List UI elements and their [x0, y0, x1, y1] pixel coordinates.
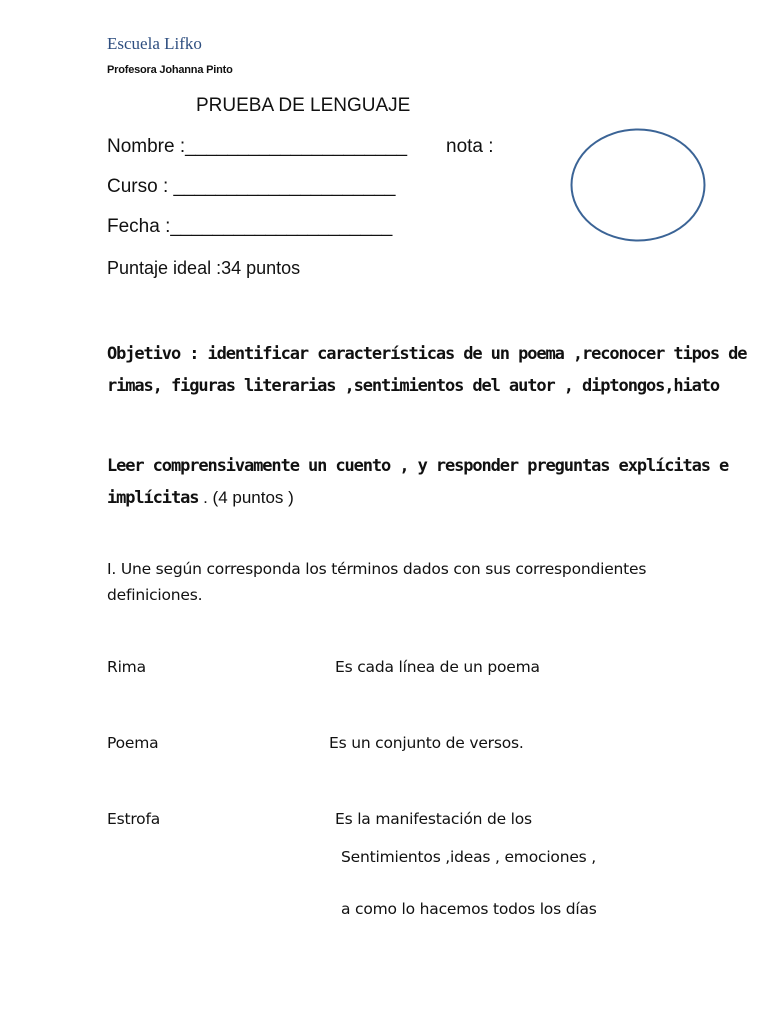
test-title: PRUEBA DE LENGUAJE [196, 95, 411, 116]
definition-2: Es un conjunto de versos. [329, 734, 524, 752]
definition-3-line-2: Sentimientos ,ideas , emociones , [341, 848, 596, 866]
section-instruction: I. Une según corresponda los términos dados con sus correspondientes definiciones. [107, 560, 647, 604]
grade-label: nota : [446, 136, 494, 157]
objective-text: Objetivo : identificar características de un poema ,reconocer tipos de rimas, figuras literarias ,sentimientos del autor , diptongos,hiato [107, 344, 747, 396]
reading-objective [107, 450, 747, 514]
reading-points: . (4 puntos ) [198, 488, 294, 507]
term-poema: Poema [107, 734, 159, 752]
definition-3-line-3: a como lo hacemos todos los días [341, 900, 597, 918]
definition-1: Es cada línea de un poema [335, 658, 540, 676]
course-field: Curso : _____________________ [107, 176, 396, 197]
definition-3-line-1: Es la manifestación de los [335, 810, 532, 828]
date-field: Fecha :_____________________ [107, 216, 393, 237]
ideal-score: Puntaje ideal :34 puntos [107, 258, 301, 278]
school-name: Escuela Lifko [107, 34, 202, 53]
name-field: Nombre :_____________________ [107, 136, 408, 157]
term-estrofa: Estrofa [107, 810, 161, 828]
reading-text: Leer comprensivamente un cuento , y responder preguntas explícitas e implícitas [107, 456, 729, 508]
term-rima: Rima [107, 658, 146, 676]
teacher-name: Profesora Johanna Pinto [107, 64, 233, 76]
grade-circle [570, 128, 706, 242]
